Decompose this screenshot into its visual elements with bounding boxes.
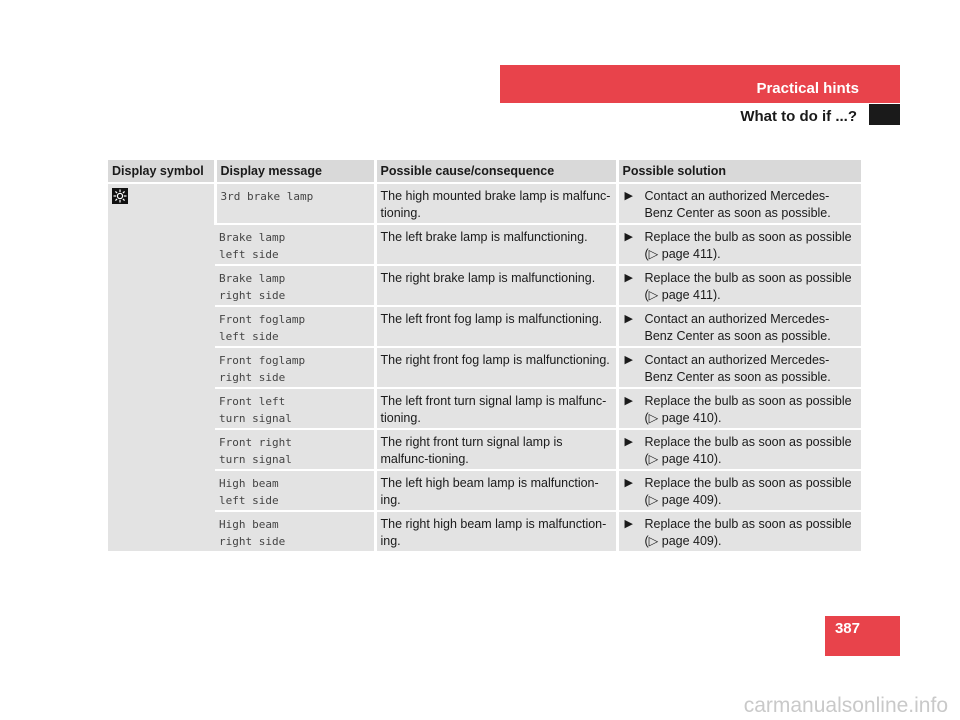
display-message: High beam right side: [215, 511, 375, 552]
possible-solution-cell: [617, 265, 861, 306]
bullet-arrow-icon: ▶: [624, 354, 633, 366]
possible-cause: The right brake lamp is malfunctioning.: [375, 265, 617, 306]
display-message: 3rd brake lamp: [215, 183, 375, 224]
possible-solution-cell: [617, 429, 861, 470]
table-row: [108, 511, 861, 552]
display-message: Front right turn signal: [215, 429, 375, 470]
display-message: Front foglamp right side: [215, 347, 375, 388]
display-message: Front left turn signal: [215, 388, 375, 429]
possible-cause: The left front fog lamp is malfunctioning.: [375, 306, 617, 347]
table-row: [108, 429, 861, 470]
header-marker-block: [869, 104, 900, 125]
bullet-arrow-icon: ▶: [624, 395, 633, 407]
bullet-arrow-icon: ▶: [624, 190, 633, 202]
possible-cause: The high mounted brake lamp is malfunc-tioning.: [375, 183, 617, 224]
display-message: High beam left side: [215, 470, 375, 511]
bullet-arrow-icon: ▶: [624, 272, 633, 284]
table-row: [108, 183, 861, 224]
possible-solution: Replace the bulb as soon as possible (▷ page 410).: [644, 394, 852, 425]
possible-cause: The right front fog lamp is malfunctioning.: [375, 347, 617, 388]
possible-cause: The right high beam lamp is malfunction-ing.: [375, 511, 617, 552]
subsection-title: What to do if ...?: [740, 108, 857, 125]
column-header-display-message: Display message: [215, 160, 375, 183]
possible-cause: The left front turn signal lamp is malfunc-tioning.: [375, 388, 617, 429]
possible-cause: The left high beam lamp is malfunction-ing.: [375, 470, 617, 511]
bullet-arrow-icon: ▶: [624, 477, 633, 489]
hints-table: [108, 160, 861, 553]
page-number: 387: [834, 620, 860, 637]
bullet-arrow-icon: ▶: [624, 518, 633, 530]
table-row: [108, 388, 861, 429]
table-row: [108, 306, 861, 347]
possible-solution-cell: [617, 511, 861, 552]
possible-solution: Replace the bulb as soon as possible (▷ page 409).: [644, 476, 852, 507]
possible-solution: Contact an authorized Mercedes-Benz Center as soon as possible.: [644, 353, 831, 384]
lamp-icon: [112, 191, 128, 208]
bullet-arrow-icon: ▶: [624, 231, 633, 243]
possible-cause: The right front turn signal lamp is malfunc-tioning.: [375, 429, 617, 470]
section-title: Practical hints: [756, 80, 859, 97]
table-row: [108, 470, 861, 511]
table-row: [108, 224, 861, 265]
table-row: [108, 347, 861, 388]
table-header-row: [108, 160, 861, 183]
display-message: Brake lamp left side: [215, 224, 375, 265]
column-header-possible-solution: Possible solution: [617, 160, 861, 183]
watermark: carmanualsonline.info: [743, 694, 948, 717]
possible-solution-cell: [617, 183, 861, 224]
display-symbol-cell: [108, 183, 215, 552]
column-header-possible-cause: Possible cause/consequence: [375, 160, 617, 183]
possible-solution-cell: [617, 306, 861, 347]
column-header-display-symbol: Display symbol: [108, 160, 215, 183]
possible-solution: Replace the bulb as soon as possible (▷ page 411).: [644, 230, 852, 261]
possible-solution: Replace the bulb as soon as possible (▷ page 411).: [644, 271, 852, 302]
bullet-arrow-icon: ▶: [624, 313, 633, 325]
possible-solution-cell: [617, 470, 861, 511]
possible-cause: The left brake lamp is malfunctioning.: [375, 224, 617, 265]
possible-solution-cell: [617, 388, 861, 429]
bullet-arrow-icon: ▶: [624, 436, 633, 448]
display-message: Brake lamp right side: [215, 265, 375, 306]
possible-solution-cell: [617, 347, 861, 388]
possible-solution: Replace the bulb as soon as possible (▷ page 410).: [644, 435, 852, 466]
display-message: Front foglamp left side: [215, 306, 375, 347]
possible-solution: Contact an authorized Mercedes-Benz Center as soon as possible.: [644, 312, 831, 343]
possible-solution: Contact an authorized Mercedes-Benz Center as soon as possible.: [644, 189, 831, 220]
possible-solution: Replace the bulb as soon as possible (▷ page 409).: [644, 517, 852, 548]
table-row: [108, 265, 861, 306]
possible-solution-cell: [617, 224, 861, 265]
